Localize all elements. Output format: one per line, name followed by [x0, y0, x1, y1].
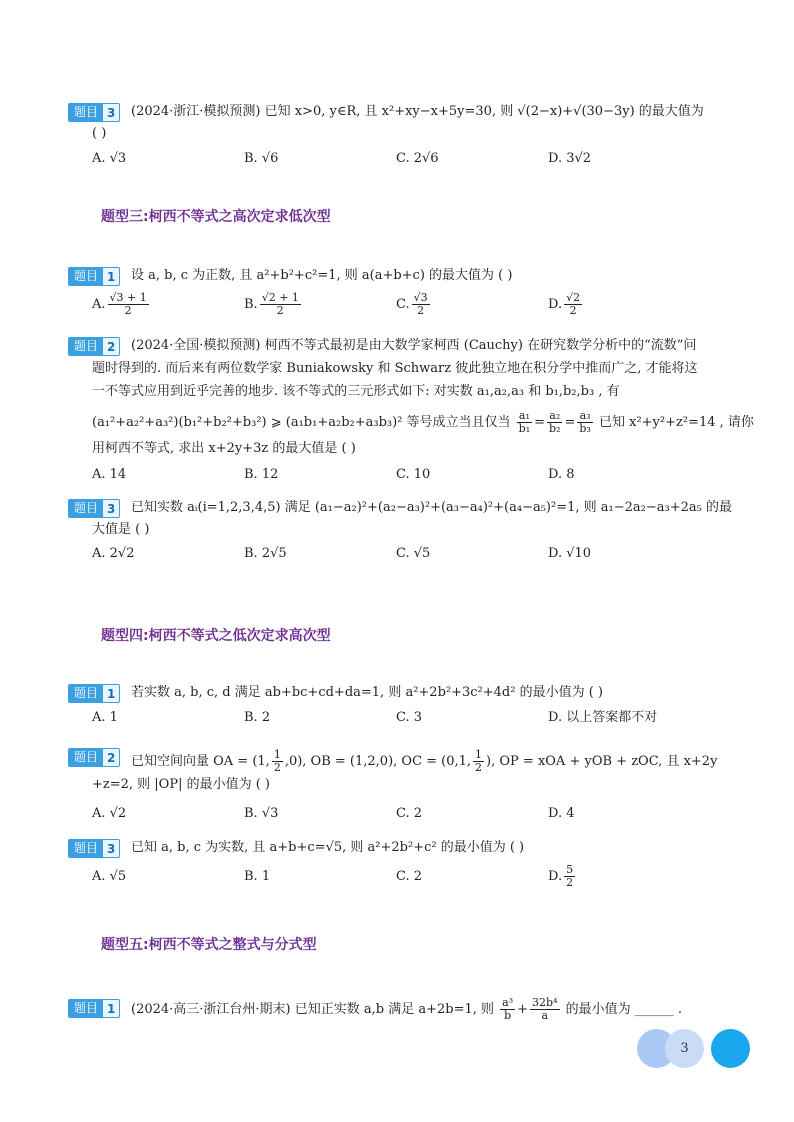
inequality-text: (a₁²+a₂²+a₃²)(b₁²+b₂²+b₃²) ⩾ (a₁b₁+a₂b₂+a₃b₃)² 等号成立当且仅当	[92, 415, 511, 430]
fraction	[530, 997, 559, 1022]
question-text: (2024·浙江·模拟预测) 已知 x>0, y∈R, 且 x²+xy−x+5y=30, 则 √(2−x)+√(30−3y) 的最大值为	[131, 104, 704, 119]
numerator: 1	[475, 748, 483, 761]
option-label: A.	[92, 297, 106, 312]
fraction	[577, 410, 592, 435]
question-text: +z=2, 则 |OP| 的最小值为 ( )	[92, 777, 271, 792]
denominator: a	[541, 1009, 549, 1022]
option-b: B. √6	[244, 151, 279, 166]
fraction	[564, 292, 582, 317]
tag-number: 2	[107, 750, 116, 765]
numerator: 5	[566, 863, 574, 876]
question-text	[131, 749, 717, 774]
option-a: A. √3	[92, 151, 127, 166]
denominator: 2	[124, 304, 132, 317]
option-c: C. 10	[396, 467, 431, 482]
option-b: B. 12	[244, 467, 279, 482]
option-b: B. 2√5	[244, 546, 287, 561]
denominator: 2	[273, 761, 281, 774]
fraction	[564, 864, 575, 889]
fraction	[260, 292, 301, 317]
option-c	[396, 292, 432, 317]
tag-number: 1	[107, 269, 116, 284]
option-d: D. 8	[548, 467, 575, 482]
option-a: A. 2√2	[92, 546, 135, 561]
denominator: b₁	[518, 422, 531, 435]
section-heading: 题型五:柯西不等式之整式与分式型	[101, 937, 317, 953]
option-c: C. 2√6	[396, 151, 439, 166]
vector-text: 已知空间向量 OA = (1,	[131, 754, 270, 769]
option-b: B. √3	[244, 806, 279, 821]
question-tag	[68, 839, 120, 858]
tag-number: 3	[107, 501, 116, 516]
question-tag	[68, 337, 120, 356]
tag-number: 3	[107, 105, 116, 120]
fraction	[500, 997, 515, 1022]
question-text: 一不等式应用到近乎完善的地步. 该不等式的三元形式如下: 对实数 a₁,a₂,a₃ 和 b₁,b₂,b₃ , 有	[92, 384, 620, 399]
option-label: D.	[548, 869, 563, 884]
option-c: C. 2	[396, 806, 423, 821]
option-a	[92, 292, 151, 317]
option-d: D. 4	[548, 806, 575, 821]
option-c: C. 3	[396, 710, 423, 725]
numerator: √2	[566, 291, 581, 304]
tag-number: 1	[107, 1001, 116, 1016]
vector-text: ), OP = xOA + yOB + zOC, 且 x+2y	[486, 754, 718, 769]
section-heading: 题型三:柯西不等式之高次定求低次型	[101, 209, 331, 225]
option-a: A. 1	[92, 710, 118, 725]
question-text: 已知 a, b, c 为实数, 且 a+b+c=√5, 则 a²+2b²+c² 的最小值为 ( )	[131, 840, 525, 855]
option-b: B. 2	[244, 710, 271, 725]
fraction	[108, 292, 149, 317]
numerator: √2 + 1	[261, 291, 299, 304]
tag-number: 3	[107, 841, 116, 856]
option-label: D.	[548, 297, 563, 312]
option-d	[548, 864, 577, 889]
numerator: √3 + 1	[109, 291, 147, 304]
option-b: B. 1	[244, 869, 271, 884]
numerator: a³	[502, 996, 514, 1009]
option-c: C. √5	[396, 546, 431, 561]
tag-number: 2	[107, 339, 116, 354]
question-tag	[68, 103, 120, 122]
tag-label: 题目	[69, 500, 103, 517]
option-a: A. √2	[92, 806, 127, 821]
option-c: C. 2	[396, 869, 423, 884]
option-d: D. 以上答案都不对	[548, 710, 658, 725]
question-text: (2024·全国·模拟预测) 柯西不等式最初是由大数学家柯西 (Cauchy) 在研究数学分析中的“流数”问	[131, 338, 697, 353]
question-tag	[68, 999, 120, 1018]
tag-label: 题目	[69, 104, 103, 121]
question-text: 大值是 ( )	[92, 522, 150, 537]
tag-label: 题目	[69, 268, 103, 285]
question-text: 题时得到的. 而后来有两位数学家 Buniakowsky 和 Schwarz 彼此独立地在积分学中推而广之, 才能将这	[92, 361, 698, 376]
tag-label: 题目	[69, 840, 103, 857]
numerator: 1	[273, 748, 281, 761]
denominator: b₂	[549, 422, 561, 435]
denominator: 2	[475, 761, 483, 774]
question-text: (a₁²+a₂²+a₃²)(b₁²+b₂²+b₃²) ⩾ (a₁b₁+a₂b₂+a₃b₃)² 等号成立当且仅当 $\frac{\text{a₁}}{\text{b₁}}$ = $\frac{\text{a₂}}{\text{b₂}}$ = $\frac{\text{a₃}}{\text{b₃}}$ 已知 x²+y²+z²=14 , 请你	[92, 409, 754, 435]
option-b	[244, 292, 303, 317]
numerator: a₃	[577, 410, 592, 423]
option-a: A. √5	[92, 869, 127, 884]
option-label: B.	[244, 297, 258, 312]
question-tag	[68, 499, 120, 518]
question-text: 若实数 a, b, c, d 满足 ab+bc+cd+da=1, 则 a²+2b²+3c²+4d² 的最小值为 ( )	[131, 685, 604, 700]
denominator: 2	[566, 876, 574, 889]
tag-number: 1	[107, 686, 116, 701]
fraction	[473, 749, 484, 774]
denominator: b	[504, 1009, 512, 1022]
page-number: 3	[665, 1029, 704, 1068]
numerator: 32b⁴	[532, 996, 558, 1009]
plus-sign: +	[517, 1002, 529, 1017]
option-d: D. √10	[548, 546, 592, 561]
answer-blank: ( )	[92, 126, 107, 141]
option-label: C.	[396, 297, 410, 312]
fraction	[517, 410, 532, 435]
fraction	[412, 292, 430, 317]
condition-text: 已知 x²+y²+z²=14 , 请你	[598, 415, 754, 430]
denominator: 2	[417, 304, 425, 317]
question-tag	[68, 748, 120, 767]
question-tag	[68, 267, 120, 286]
option-a: A. 14	[92, 467, 127, 482]
numerator: √3	[413, 291, 428, 304]
tag-label: 题目	[69, 685, 103, 702]
question-tag	[68, 684, 120, 703]
numerator: a₂	[547, 410, 562, 423]
denominator: 2	[569, 304, 577, 317]
question-text: 已知实数 aᵢ(i=1,2,3,4,5) 满足 (a₁−a₂)²+(a₂−a₃)²+(a₃−a₄)²+(a₄−a₅)²=1, 则 a₁−2a₂−a₃+2a₅ 的最	[131, 500, 732, 515]
denominator: b₃	[579, 422, 591, 435]
option-d: D. 3√2	[548, 151, 592, 166]
question-text	[131, 997, 682, 1022]
tag-label: 题目	[69, 749, 103, 766]
section-heading: 题型四:柯西不等式之低次定求高次型	[101, 628, 331, 644]
vector-text: ,0), OB = (1,2,0), OC = (0,1,	[284, 754, 472, 769]
denominator: 2	[276, 304, 284, 317]
question-end: 的最小值为 ______ .	[565, 1002, 683, 1017]
question-text: 用柯西不等式, 求出 x+2y+3z 的最大值是 ( )	[92, 441, 356, 456]
fraction	[547, 410, 562, 435]
option-d	[548, 292, 584, 317]
question-intro: (2024·高三·浙江台州·期末) 已知正实数 a,b 满足 a+2b=1, 则	[131, 1002, 495, 1017]
tag-label: 题目	[69, 338, 103, 355]
question-text: 设 a, b, c 为正数, 且 a²+b²+c²=1, 则 a(a+b+c) 的最大值为 ( )	[131, 268, 513, 283]
tag-label: 题目	[69, 1000, 103, 1017]
numerator: a₁	[517, 410, 532, 423]
fraction	[272, 749, 283, 774]
decor-circle-right	[711, 1029, 750, 1068]
